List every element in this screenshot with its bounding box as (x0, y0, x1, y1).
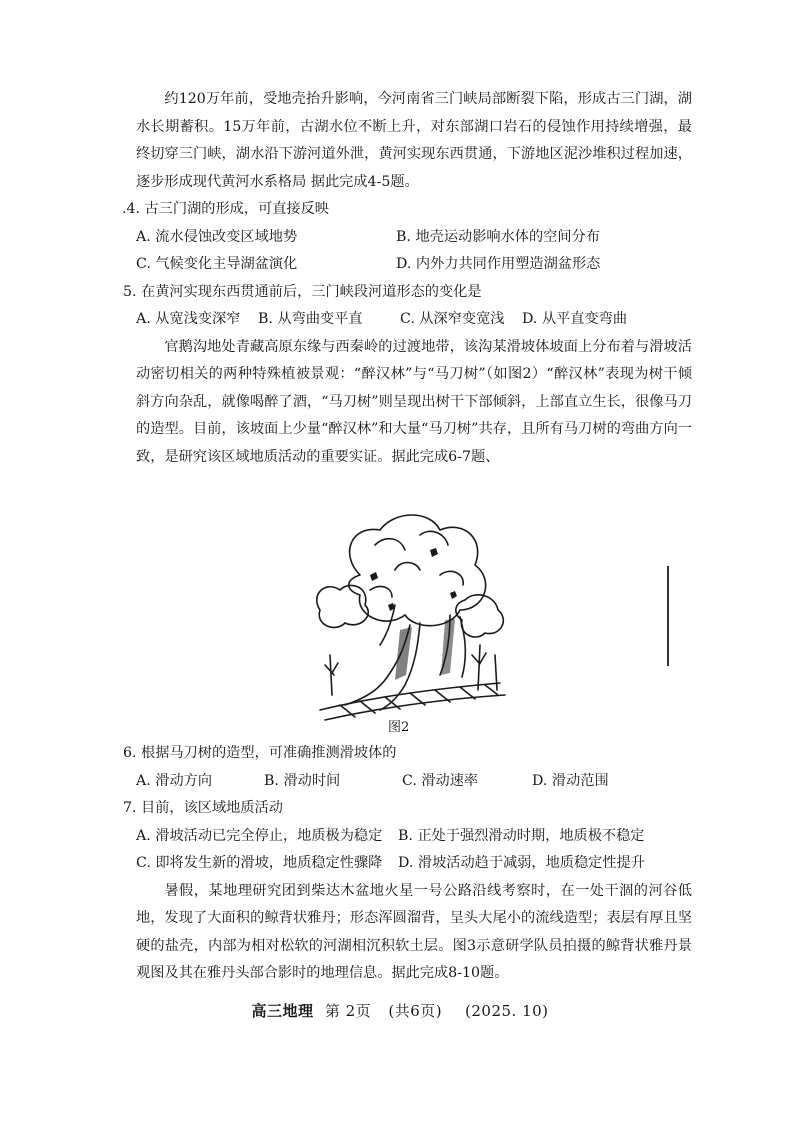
q7-option-b: B. 正处于强烈滑动时期，地质极不稳定 (398, 827, 645, 844)
question-6-options (136, 768, 692, 796)
q7-option-d: D. 滑坡活动趋于减弱，地质稳定性提升 (398, 855, 645, 871)
exam-content (122, 86, 692, 471)
q6-option-b: B. 滑动时间 (264, 772, 341, 789)
q4-option-d: D. 内外力共同作用塑造湖盆形态 (396, 256, 601, 272)
q6-option-c: C. 滑动速率 (402, 772, 479, 789)
q5-option-d: D. 从平直变弯曲 (522, 311, 628, 327)
question-7-options (136, 823, 692, 878)
question-4-options (136, 224, 692, 279)
question-5-options (136, 306, 692, 334)
q5-option-a: A. 从宽浅变深窄 (136, 311, 241, 327)
q4-option-a: A. 流水侵蚀改变区域地势 (136, 228, 298, 245)
q4-option-c: C. 气候变化主导湖盆演化 (136, 256, 298, 272)
footer-total: (共6页) (388, 1002, 443, 1020)
question-4-stem: .4. 古三门湖的形成，可直接反映 (122, 201, 329, 217)
footer-page: 第 2页 (324, 1002, 372, 1020)
passage-yardang: 暑假，某地理研究团到柴达木盆地火星一号公路沿线考察时，在一处干涸的河谷低地，发现了大面积的鲸背状雅丹；形态浑圆溜背，呈头大尾小的流线造型；表层有厚且坚硬的盐壳，内部为相对松软的河湖相沉积软土层。图3示意研学队员拍摄的鲸背状雅丹景观图及其在雅丹头部合影时的地理信息。据此完成8-10题。 (136, 882, 692, 981)
page-footer (0, 1000, 800, 1021)
footer-subject: 高三地理 (251, 1002, 314, 1020)
passage-drunken-forest: 官鹅沟地处青藏高原东缘与西秦岭的过渡地带，该沟某滑坡体坡面上分布着与滑坡活动密切相关的两种特殊植被景观：“醉汉林”与“马刀树”（如图2）“醉汉林”表现为树干倾斜方向杂乱，就像喝醉了酒，“马刀树”则呈现出树干下部倾斜，上部直立生长，很像马刀的造型。目前，该坡面上少量“醉汉林”和大量“马刀树”共存，且所有马刀树的弯曲方向一致，是研究该区域地质活动的重要实证。据此完成6-7题、 (136, 338, 692, 465)
figure-caption: 图2 (388, 720, 410, 735)
q4-option-b: B. 地壳运动影响水体的空间分布 (396, 228, 600, 245)
question-5-stem: 5. 在黄河实现东西贯通前后，三门峡段河道形态的变化是 (123, 283, 482, 300)
q6-option-a: A. 滑动方向 (136, 772, 213, 789)
q6-option-d: D. 滑动范围 (532, 772, 609, 789)
q5-option-c: C. 从深窄变宽浅 (400, 311, 505, 327)
footer-date: (2025. 10) (465, 1002, 549, 1020)
passage-sanmen-lake: 约120万年前，受地壳抬升影响，今河南省三门峡局部断裂下陷，形成古三门湖，湖水长期蓄积。15万年前，古湖水位不断上升，对东部湖口岩石的侵蚀作用持续增强，最终切穿三门峡，湖水沿下游河道外泄，黄河实现东西贯通，下游地区泥沙堆积过程加速，逐步形成现代黄河水系格局 据此完成4-5题。 (136, 91, 692, 190)
q7-option-c: C. 即将发生新的滑坡，地质稳定性骤降 (136, 855, 383, 871)
q7-option-a: A. 滑坡活动已完全停止，地质极为稳定 (136, 827, 383, 844)
question-7-stem: 7. 目前，该区域地质活动 (123, 800, 283, 816)
tree-illustration (300, 505, 520, 730)
q5-option-b: B. 从弯曲变平直 (258, 311, 363, 327)
question-6-stem: 6. 根据马刀树的造型，可准确推测滑坡体的 (123, 745, 397, 761)
exam-content-lower (123, 740, 692, 988)
margin-line (667, 566, 669, 666)
